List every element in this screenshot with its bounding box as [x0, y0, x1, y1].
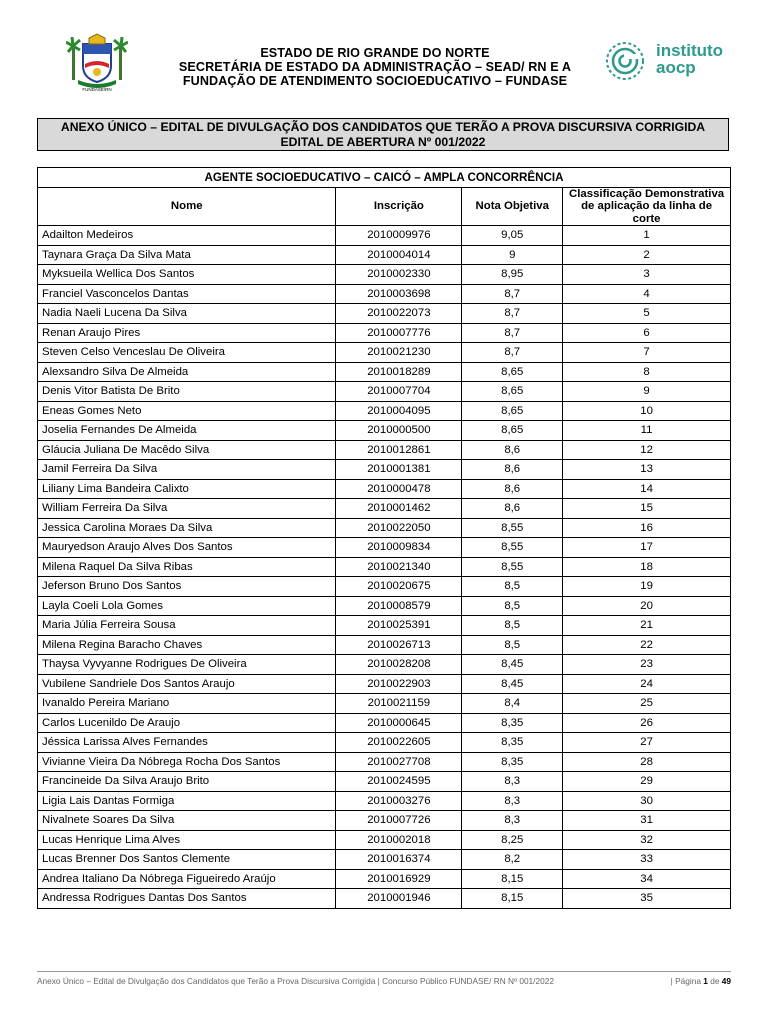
- title-line-2: SECRETÁRIA DE ESTADO DA ADMINISTRAÇÃO – SEAD/ RN E A: [178, 60, 572, 74]
- candidate-classificacao: 34: [563, 869, 731, 889]
- candidate-name: Jéssica Larissa Alves Fernandes: [38, 733, 336, 753]
- candidate-inscricao: 2010004014: [336, 245, 462, 265]
- page-number: [671, 976, 731, 986]
- candidate-name: Ligia Lais Dantas Formiga: [38, 791, 336, 811]
- table-row: [38, 791, 731, 811]
- table-row: [38, 518, 731, 538]
- table-row: [38, 830, 731, 850]
- aocp-logo-text: [656, 42, 723, 76]
- candidate-nota-objetiva: 8,5: [462, 577, 563, 597]
- candidate-nota-objetiva: 8,35: [462, 713, 563, 733]
- candidate-name: Milena Raquel Da Silva Ribas: [38, 557, 336, 577]
- candidate-classificacao: 12: [563, 440, 731, 460]
- table-row: [38, 869, 731, 889]
- candidate-name: Alexsandro Silva De Almeida: [38, 362, 336, 382]
- candidate-inscricao: 2010022903: [336, 674, 462, 694]
- candidate-nota-objetiva: 8,35: [462, 752, 563, 772]
- candidate-nota-objetiva: 8,7: [462, 304, 563, 324]
- candidate-inscricao: 2010001946: [336, 889, 462, 909]
- candidate-nota-objetiva: 9,05: [462, 226, 563, 246]
- candidate-name: Eneas Gomes Neto: [38, 401, 336, 421]
- candidate-name: Joselia Fernandes De Almeida: [38, 421, 336, 441]
- candidate-classificacao: 17: [563, 538, 731, 558]
- table-row: [38, 713, 731, 733]
- candidate-nota-objetiva: 8,6: [462, 479, 563, 499]
- candidate-nota-objetiva: 8,3: [462, 791, 563, 811]
- candidate-classificacao: 29: [563, 772, 731, 792]
- candidate-inscricao: 2010012861: [336, 440, 462, 460]
- candidate-nota-objetiva: 8,5: [462, 635, 563, 655]
- candidate-inscricao: 2010016929: [336, 869, 462, 889]
- candidate-classificacao: 13: [563, 460, 731, 480]
- candidate-nota-objetiva: 8,25: [462, 830, 563, 850]
- table-row: [38, 440, 731, 460]
- candidate-name: Gláucia Juliana De Macêdo Silva: [38, 440, 336, 460]
- table-row: [38, 479, 731, 499]
- candidate-nota-objetiva: 8,95: [462, 265, 563, 285]
- page-footer: [37, 971, 731, 986]
- candidate-nota-objetiva: 8,15: [462, 889, 563, 909]
- candidate-inscricao: 2010003276: [336, 791, 462, 811]
- table-row: [38, 323, 731, 343]
- table-row: [38, 382, 731, 402]
- aocp-spiral-icon: [604, 40, 646, 82]
- candidate-classificacao: 26: [563, 713, 731, 733]
- annex-banner: [37, 118, 729, 151]
- candidate-inscricao: 2010007704: [336, 382, 462, 402]
- candidate-classificacao: 31: [563, 811, 731, 831]
- candidate-classificacao: 11: [563, 421, 731, 441]
- candidate-inscricao: 2010020675: [336, 577, 462, 597]
- candidate-name: Liliany Lima Bandeira Calixto: [38, 479, 336, 499]
- candidate-inscricao: 2010021340: [336, 557, 462, 577]
- candidate-nota-objetiva: 8,15: [462, 869, 563, 889]
- candidate-name: Jessica Carolina Moraes Da Silva: [38, 518, 336, 538]
- table-row: [38, 284, 731, 304]
- candidate-classificacao: 1: [563, 226, 731, 246]
- table-row: [38, 538, 731, 558]
- candidate-classificacao: 21: [563, 616, 731, 636]
- aocp-logo-line-2: aocp: [656, 58, 696, 77]
- candidate-name: Steven Celso Venceslau De Oliveira: [38, 343, 336, 363]
- candidate-inscricao: 2010004095: [336, 401, 462, 421]
- candidate-nota-objetiva: 8,65: [462, 382, 563, 402]
- candidate-inscricao: 2010021159: [336, 694, 462, 714]
- candidate-inscricao: 2010003698: [336, 284, 462, 304]
- candidate-inscricao: 2010001381: [336, 460, 462, 480]
- shield-icon: [83, 34, 111, 82]
- candidate-classificacao: 14: [563, 479, 731, 499]
- footer-text: Anexo Único – Edital de Divulgação dos Candidatos que Terão a Prova Discursiva Corrigida | Concurso Público FUNDASE/ RN Nº 001/2022: [37, 976, 554, 986]
- candidate-nota-objetiva: 8,6: [462, 440, 563, 460]
- candidate-name: Vubilene Sandriele Dos Santos Araujo: [38, 674, 336, 694]
- candidate-classificacao: 8: [563, 362, 731, 382]
- candidate-classificacao: 20: [563, 596, 731, 616]
- candidate-classificacao: 2: [563, 245, 731, 265]
- candidate-nota-objetiva: 8,4: [462, 694, 563, 714]
- table-row: [38, 889, 731, 909]
- candidate-name: Myksueila Wellica Dos Santos: [38, 265, 336, 285]
- table-row: [38, 460, 731, 480]
- table-row: [38, 674, 731, 694]
- candidate-nota-objetiva: 8,55: [462, 557, 563, 577]
- candidate-name: Adailton Medeiros: [38, 226, 336, 246]
- candidate-name: Layla Coeli Lola Gomes: [38, 596, 336, 616]
- candidate-nota-objetiva: 8,65: [462, 401, 563, 421]
- table-body: [38, 226, 731, 909]
- candidate-nota-objetiva: 8,5: [462, 596, 563, 616]
- candidate-inscricao: 2010007726: [336, 811, 462, 831]
- candidates-table: [37, 167, 731, 909]
- candidate-classificacao: 23: [563, 655, 731, 675]
- candidate-name: Franciel Vasconcelos Dantas: [38, 284, 336, 304]
- candidate-name: Nivalnete Soares Da Silva: [38, 811, 336, 831]
- candidate-name: Renan Araujo Pires: [38, 323, 336, 343]
- candidate-classificacao: 27: [563, 733, 731, 753]
- candidate-name: Vivianne Vieira Da Nóbrega Rocha Dos Santos: [38, 752, 336, 772]
- candidate-name: Lucas Henrique Lima Alves: [38, 830, 336, 850]
- candidate-inscricao: 2010009976: [336, 226, 462, 246]
- candidate-name: Thaysa Vyvyanne Rodrigues De Oliveira: [38, 655, 336, 675]
- table-row: [38, 245, 731, 265]
- candidate-inscricao: 2010018289: [336, 362, 462, 382]
- candidate-nota-objetiva: 8,55: [462, 538, 563, 558]
- table-section-title: AGENTE SOCIOEDUCATIVO – CAICÓ – AMPLA CONCORRÊNCIA: [38, 168, 731, 188]
- aocp-logo-line-1: instituto: [656, 41, 724, 60]
- candidate-classificacao: 9: [563, 382, 731, 402]
- candidate-classificacao: 15: [563, 499, 731, 519]
- candidate-name: Ivanaldo Pereira Mariano: [38, 694, 336, 714]
- page-current: 1: [703, 976, 708, 986]
- candidate-classificacao: 28: [563, 752, 731, 772]
- candidate-inscricao: 2010000500: [336, 421, 462, 441]
- candidate-inscricao: 2010007776: [336, 323, 462, 343]
- candidate-classificacao: 4: [563, 284, 731, 304]
- page-label: | Página: [670, 976, 701, 986]
- candidate-classificacao: 22: [563, 635, 731, 655]
- table-row: [38, 401, 731, 421]
- table-row: [38, 343, 731, 363]
- candidate-inscricao: 2010009834: [336, 538, 462, 558]
- instituto-aocp-logo: [604, 40, 734, 84]
- candidate-inscricao: 2010028208: [336, 655, 462, 675]
- candidate-nota-objetiva: 8,7: [462, 284, 563, 304]
- table-row: [38, 811, 731, 831]
- candidate-name: Taynara Graça Da Silva Mata: [38, 245, 336, 265]
- candidate-nota-objetiva: 8,2: [462, 850, 563, 870]
- candidate-nota-objetiva: 8,6: [462, 460, 563, 480]
- table-row: [38, 772, 731, 792]
- candidate-name: Jeferson Bruno Dos Santos: [38, 577, 336, 597]
- candidate-inscricao: 2010022050: [336, 518, 462, 538]
- candidate-name: Mauryedson Araujo Alves Dos Santos: [38, 538, 336, 558]
- table-row: [38, 635, 731, 655]
- table-row: [38, 557, 731, 577]
- table-row: [38, 850, 731, 870]
- candidate-inscricao: 2010000478: [336, 479, 462, 499]
- candidate-nota-objetiva: 8,6: [462, 499, 563, 519]
- column-header-name: Nome: [38, 187, 336, 226]
- candidate-name: Lucas Brenner Dos Santos Clemente: [38, 850, 336, 870]
- candidate-nota-objetiva: 8,55: [462, 518, 563, 538]
- candidate-inscricao: 2010008579: [336, 596, 462, 616]
- table-row: [38, 304, 731, 324]
- candidate-classificacao: 16: [563, 518, 731, 538]
- candidate-inscricao: 2010000645: [336, 713, 462, 733]
- candidate-name: Milena Regina Baracho Chaves: [38, 635, 336, 655]
- candidate-nota-objetiva: 8,45: [462, 655, 563, 675]
- title-line-3: FUNDAÇÃO DE ATENDIMENTO SOCIOEDUCATIVO – FUNDASE: [182, 74, 568, 88]
- candidate-nota-objetiva: 8,5: [462, 616, 563, 636]
- candidate-classificacao: 5: [563, 304, 731, 324]
- candidate-inscricao: 2010016374: [336, 850, 462, 870]
- candidate-name: Maria Júlia Ferreira Sousa: [38, 616, 336, 636]
- candidate-inscricao: 2010002018: [336, 830, 462, 850]
- candidate-classificacao: 30: [563, 791, 731, 811]
- candidate-nota-objetiva: 8,7: [462, 323, 563, 343]
- candidate-name: Denis Vitor Batista De Brito: [38, 382, 336, 402]
- candidate-nota-objetiva: 8,3: [462, 772, 563, 792]
- table-row: [38, 616, 731, 636]
- candidate-nota-objetiva: 8,35: [462, 733, 563, 753]
- candidate-nota-objetiva: 8,65: [462, 421, 563, 441]
- table-row: [38, 265, 731, 285]
- annex-title: ANEXO ÚNICO – EDITAL DE DIVULGAÇÃO DOS CANDIDATOS QUE TERÃO A PROVA DISCURSIVA CORRIGIDA: [60, 120, 706, 134]
- candidate-classificacao: 19: [563, 577, 731, 597]
- candidate-name: Andrea Italiano Da Nóbrega Figueiredo Araújo: [38, 869, 336, 889]
- candidate-name: Francineide Da Silva Araujo Brito: [38, 772, 336, 792]
- palm-tree-left-icon: [66, 37, 80, 80]
- candidate-classificacao: 33: [563, 850, 731, 870]
- column-header-inscricao: Inscrição: [336, 187, 462, 226]
- candidate-classificacao: 7: [563, 343, 731, 363]
- page-total: 49: [721, 976, 731, 986]
- candidate-classificacao: 18: [563, 557, 731, 577]
- candidate-name: Jamil Ferreira Da Silva: [38, 460, 336, 480]
- candidate-inscricao: 2010024595: [336, 772, 462, 792]
- crest-caption: FUNDASE/RN: [82, 87, 112, 92]
- table-row: [38, 694, 731, 714]
- candidate-name: Nadia Naeli Lucena Da Silva: [38, 304, 336, 324]
- edital-number: EDITAL DE ABERTURA Nº 001/2022: [280, 135, 486, 149]
- candidate-nota-objetiva: 9: [462, 245, 563, 265]
- table-section-title-row: [38, 168, 731, 188]
- table-row: [38, 596, 731, 616]
- candidate-classificacao: 3: [563, 265, 731, 285]
- candidate-inscricao: 2010025391: [336, 616, 462, 636]
- document-header: [0, 28, 768, 98]
- table-row: [38, 421, 731, 441]
- column-header-classificacao: Classificação Demonstrativa de aplicação da linha de corte: [563, 187, 731, 226]
- candidate-inscricao: 2010022605: [336, 733, 462, 753]
- candidate-inscricao: 2010026713: [336, 635, 462, 655]
- table-row: [38, 733, 731, 753]
- table-row: [38, 226, 731, 246]
- table-header-row: [38, 187, 731, 226]
- candidate-classificacao: 24: [563, 674, 731, 694]
- candidate-name: Carlos Lucenildo De Araujo: [38, 713, 336, 733]
- table-row: [38, 577, 731, 597]
- column-header-nota-objetiva: Nota Objetiva: [462, 187, 563, 226]
- table-row: [38, 752, 731, 772]
- candidate-name: Andressa Rodrigues Dantas Dos Santos: [38, 889, 336, 909]
- table-row: [38, 499, 731, 519]
- palm-tree-right-icon: [114, 37, 128, 80]
- document-title: [150, 46, 600, 88]
- candidate-inscricao: 2010027708: [336, 752, 462, 772]
- candidate-classificacao: 6: [563, 323, 731, 343]
- candidate-nota-objetiva: 8,3: [462, 811, 563, 831]
- candidate-inscricao: 2010002330: [336, 265, 462, 285]
- title-line-1: ESTADO DE RIO GRANDE DO NORTE: [260, 46, 490, 60]
- candidate-classificacao: 32: [563, 830, 731, 850]
- table-row: [38, 362, 731, 382]
- candidate-nota-objetiva: 8,45: [462, 674, 563, 694]
- candidate-classificacao: 10: [563, 401, 731, 421]
- candidate-inscricao: 2010001462: [336, 499, 462, 519]
- candidate-inscricao: 2010021230: [336, 343, 462, 363]
- page-of: de: [710, 976, 720, 986]
- candidate-classificacao: 35: [563, 889, 731, 909]
- state-crest-logo: [66, 32, 128, 92]
- candidate-inscricao: 2010022073: [336, 304, 462, 324]
- candidate-classificacao: 25: [563, 694, 731, 714]
- candidate-name: William Ferreira Da Silva: [38, 499, 336, 519]
- table-row: [38, 655, 731, 675]
- candidate-nota-objetiva: 8,7: [462, 343, 563, 363]
- candidate-nota-objetiva: 8,65: [462, 362, 563, 382]
